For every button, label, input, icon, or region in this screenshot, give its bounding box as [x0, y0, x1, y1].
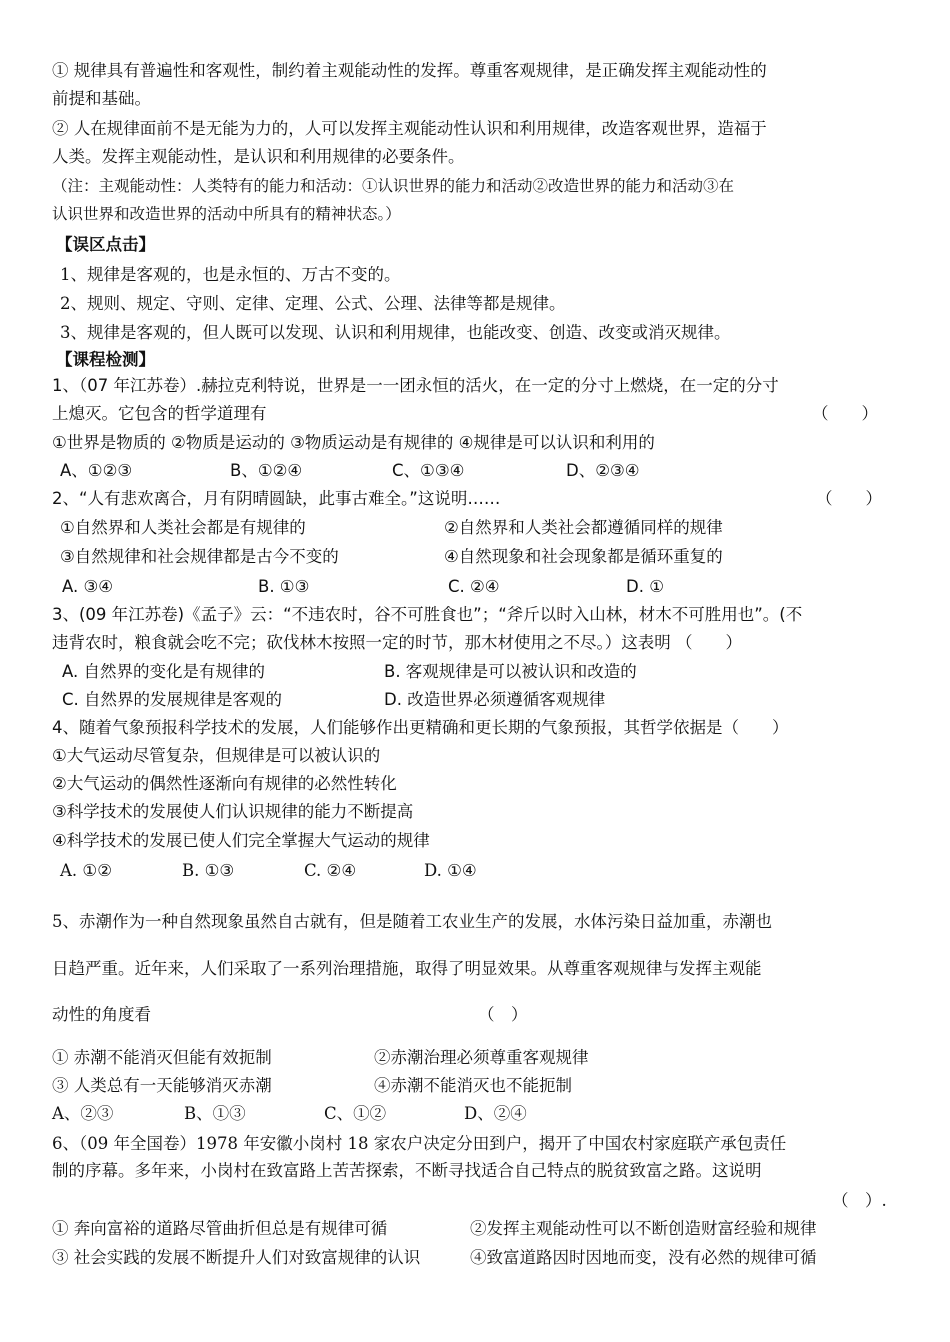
- quiz-heading: 【课程检测】: [56, 350, 155, 369]
- q5-stem-line-2: 日趋严重。近年来，人们采取了一系列治理措施，取得了明显效果。从尊重客观规律与发挥主观能: [52, 959, 762, 978]
- intro-note-line-1: （注：主观能动性：人类特有的能力和活动：①认识世界的能力和活动②改造世界的能力和活动③在: [52, 177, 735, 195]
- q4-statement-3: ③科学技术的发展使人们认识规律的能力不断提高: [52, 802, 414, 821]
- q3-option-a: A. 自然界的变化是有规律的: [62, 662, 265, 681]
- q3-option-b: B. 客观规律是可以被认识和改造的: [384, 662, 637, 681]
- q3-stem-line-1: 3、(09 年江苏卷)《孟子》云：“不违农时，谷不可胜食也”；“斧斤以时入山林，材木不可胜用也”。(不: [52, 605, 803, 624]
- q1-option-c: C、①③④: [392, 461, 465, 480]
- q2-stem: 2、“人有悲欢离合，月有阴晴圆缺，此事古难全。”这说明……: [52, 489, 501, 508]
- q4-option-b: B. ①③: [182, 861, 235, 880]
- q4-stem: 4、随着气象预报科学技术的发展，人们能够作出更精确和更长期的气象预报，其哲学依据是（ ）: [52, 718, 789, 737]
- q2-statement-4: ④自然现象和社会现象都是循环重复的: [444, 547, 723, 566]
- q1-stem-line-1: 1、（07 年江苏卷）.赫拉克利特说，世界是一一团永恒的活火，在一定的分寸上燃烧，在一定的分寸: [52, 376, 779, 395]
- q4-statement-2: ②大气运动的偶然性逐渐向有规律的必然性转化: [52, 774, 397, 793]
- q3-option-d: D. 改造世界必须遵循客观规律: [384, 690, 606, 709]
- q6-stem-line-2: 制的序幕。多年来，小岗村在致富路上苦苦探索，不断寻找适合自己特点的脱贫致富之路。这说明: [52, 1161, 762, 1180]
- q1-option-a: A、①②③: [60, 461, 133, 480]
- q1-option-b: B、①②④: [230, 461, 303, 480]
- intro-point-2-line-2: 人类。发挥主观能动性，是认识和利用规律的必要条件。: [52, 147, 465, 166]
- q2-statement-2: ②自然界和人类社会都遵循同样的规律: [444, 518, 723, 537]
- q1-option-d: D、②③④: [566, 461, 640, 480]
- q5-option-c: C、①②: [324, 1104, 387, 1123]
- q2-statement-3: ③自然规律和社会规律都是古今不变的: [60, 547, 339, 566]
- q1-stem-line-2: 上熄灭。它包含的哲学道理有: [52, 404, 267, 423]
- misconception-item-2: 2、规则、规定、守则、定律、定理、公式、公理、法律等都是规律。: [60, 294, 566, 313]
- q5-option-b: B、①③: [184, 1104, 246, 1123]
- q1-statements: ①世界是物质的 ②物质是运动的 ③物质运动是有规律的 ④规律是可以认识和利用的: [52, 433, 655, 452]
- q5-option-d: D、②④: [464, 1104, 527, 1123]
- q5-stem-line-3: 动性的角度看: [52, 1005, 151, 1024]
- q2-statement-1: ①自然界和人类社会都是有规律的: [60, 518, 306, 537]
- intro-point-1-line-2: 前提和基础。: [52, 89, 151, 108]
- q2-option-d: D. ①: [626, 577, 664, 596]
- q3-option-c: C. 自然界的发展规律是客观的: [62, 690, 283, 709]
- q1-answer-blank: （ ）: [812, 404, 878, 423]
- misconception-item-3: 3、规律是客观的，但人既可以发现、认识和利用规律，也能改变、创造、改变或消灭规律。: [60, 323, 731, 342]
- q2-option-c: C. ②④: [448, 577, 500, 596]
- q6-statement-2: ②发挥主观能动性可以不断创造财富经验和规律: [470, 1219, 817, 1238]
- q5-statement-1: ① 赤潮不能消灭但能有效扼制: [52, 1048, 272, 1067]
- q4-option-c: C. ②④: [304, 861, 357, 880]
- q5-statement-2: ②赤潮治理必须尊重客观规律: [374, 1048, 589, 1067]
- q4-option-d: D. ①④: [424, 861, 477, 880]
- misconception-item-1: 1、规律是客观的，也是永恒的、万古不变的。: [60, 265, 401, 284]
- misconceptions-heading: 【误区点击】: [56, 235, 155, 254]
- q4-statement-1: ①大气运动尽管复杂，但规律是可以被认识的: [52, 746, 381, 765]
- intro-point-1-line-1: ① 规律具有普遍性和客观性，制约着主观能动性的发挥。尊重客观规律，是正确发挥主观能动性的: [52, 61, 767, 80]
- q2-option-a: A. ③④: [62, 577, 114, 596]
- q5-answer-blank: （ ）: [478, 1005, 528, 1024]
- intro-note-line-2: 认识世界和改造世界的活动中所具有的精神状态。）: [52, 205, 401, 223]
- q6-statement-1: ① 奔向富裕的道路尽管曲折但总是有规律可循: [52, 1219, 388, 1238]
- q4-statement-4: ④科学技术的发展已使人们完全掌握大气运动的规律: [52, 831, 430, 850]
- q6-answer-blank: （ ）.: [832, 1191, 887, 1210]
- q6-stem-line-1: 6、（09 年全国卷）1978 年安徽小岗村 18 家农户决定分田到户，揭开了中国农村家庭联产承包责任: [52, 1134, 787, 1153]
- q2-option-b: B. ①③: [258, 577, 310, 596]
- intro-point-2-line-1: ② 人在规律面前不是无能为力的，人可以发挥主观能动性认识和利用规律，改造客观世界，造福于: [52, 119, 767, 138]
- q6-statement-3: ③ 社会实践的发展不断提升人们对致富规律的认识: [52, 1248, 421, 1267]
- q4-option-a: A. ①②: [60, 861, 112, 880]
- q5-option-a: A、②③: [52, 1104, 114, 1123]
- q5-statement-4: ④赤潮不能消灭也不能扼制: [374, 1076, 572, 1095]
- q3-stem-line-2: 违背农时，粮食就会吃不完；砍伐林木按照一定的时节，那木材使用之不尽。）这表明 （ ）: [52, 633, 742, 652]
- q5-stem-line-1: 5、赤潮作为一种自然现象虽然自古就有，但是随着工农业生产的发展，水体污染日益加重，赤潮也: [52, 912, 772, 931]
- q5-statement-3: ③ 人类总有一天能够消灭赤潮: [52, 1076, 272, 1095]
- q2-answer-blank: （ ）: [816, 489, 882, 508]
- q6-statement-4: ④致富道路因时因地而变，没有必然的规律可循: [470, 1248, 817, 1267]
